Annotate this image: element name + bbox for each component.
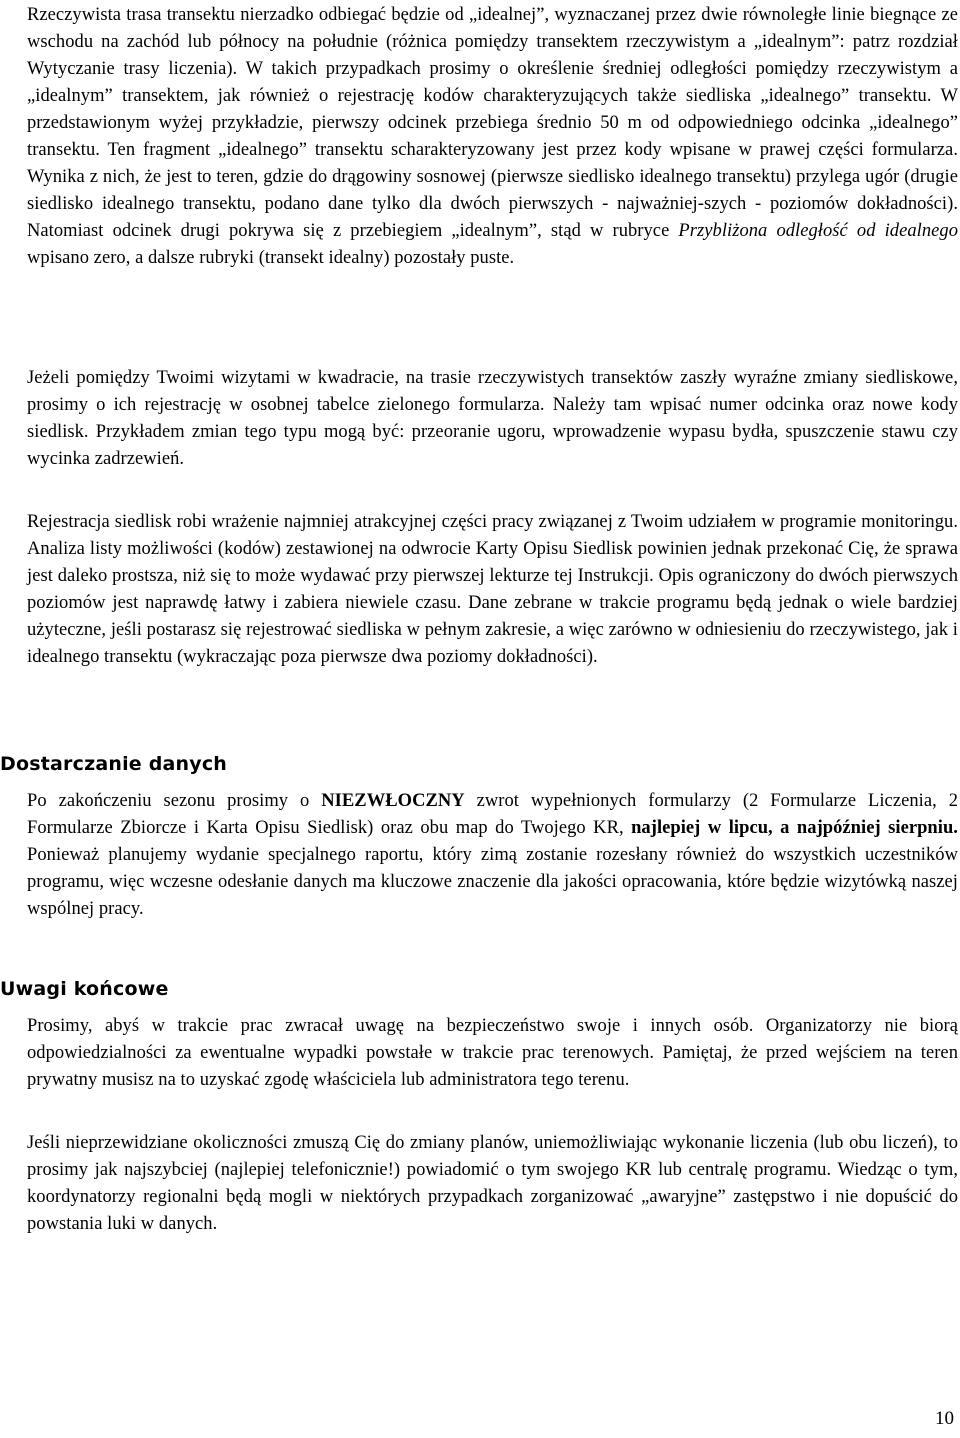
paragraph-safety: Prosimy, abyś w trakcie prac zwracał uwagę na bezpieczeństwo swoje i innych osób. Organizatorzy nie biorą odpowiedzialności za ewentualne wypadki powstałe w trakcie prac terenowych. Pamiętaj, że przed wejściem na teren prywatny musisz na to uzyskać zgodę właściciela lub administratora tego terenu. bbox=[27, 1016, 958, 1090]
paragraph-text: Ponieważ planujemy wydanie specjalnego raportu, który zimą zostanie rozesłany również do wszystkich uczestników programu, więc wczesne odesłanie danych ma kluczowe znaczenie dla jakości opracowania, które będzie wizytówką naszej wspólnej pracy. bbox=[27, 845, 958, 919]
page-number: 10 bbox=[935, 1408, 954, 1429]
bold-emphasis: NIEZWŁOCZNY bbox=[321, 791, 465, 811]
paragraph-data-delivery bbox=[27, 788, 958, 923]
italic-field-name: Przybliżona odległość od idealnego bbox=[678, 221, 958, 241]
paragraph-text: zwrot wypełnionych formularzy (2 Formularze Liczenia, 2 Formularze Zbiorcze i Karta Opisu Siedlisk) oraz obu map do Twojego KR, bbox=[27, 791, 958, 838]
paragraph-habitat-registration: Rejestracja siedlisk robi wrażenie najmniej atrakcyjnej części pracy związanej z Twoim udziałem w programie monitoringu. Analiza listy możliwości (kodów) zestawionej na odwrocie Karty Opisu Siedlisk powinien jednak przekonać Cię, że sprawa jest daleko prostsza, niż się to może wydawać przy pierwszej lekturze tej Instrukcji. Opis ograniczony do dwóch pierwszych poziomów jest naprawdę łatwy i zabiera niewiele czasu. Dane zebrane w trakcie programu będą jednak o wiele bardziej użyteczne, jeśli postarasz się rejestrować siedliska w pełnym zakresie, a więc zarówno w odniesieniu do rzeczywistego, jak i idealnego transektu (wykraczając poza pierwsze dwa poziomy dokładności). bbox=[27, 512, 958, 667]
paragraph-text: Rzeczywista trasa transektu nierzadko odbiegać będzie od „idealnej”, wyznaczanej przez dwie równoległe linie biegnące ze wschodu na zachód lub północy na południe (różnica pomiędzy transektem rzeczywistym a „idealnym”: patrz rozdział Wytyczanie trasy liczenia). W takich przypadkach prosimy o określenie średniej odległości pomiędzy rzeczywistym a „idealnym” transektem, jak również o rejestrację kodów charakteryzujących także siedliska „idealnego” transektu. W przedstawionym wyżej przykładzie, pierwszy odcinek przebiega średnio 50 m od odpowiedniego odcinka „idealnego” transektu. Ten fragment „idealnego” transektu scharakteryzowany jest przez kody wpisane w prawej części formularza. Wynika z nich, że jest to teren, gdzie do drągowiny sosnowej (pierwsze siedlisko idealnego transektu) przylega ugór (drugie siedlisko idealnego transektu, podano dane tylko dla dwóch pierwszych - najważniej-szych - poziomów dokładności). Natomiast odcinek drugi pokrywa się z przebiegiem „idealnym”, stąd w rubryce bbox=[27, 5, 958, 241]
heading-data-delivery: Dostarczanie danych bbox=[0, 753, 228, 775]
paragraph-text: Po zakończeniu sezonu prosimy o bbox=[27, 791, 322, 811]
paragraph-transect-route bbox=[27, 2, 958, 272]
bold-deadline: najlepiej w lipcu, a najpóźniej sierpniu. bbox=[631, 818, 958, 838]
paragraph-plan-changes: Jeśli nieprzewidziane okoliczności zmuszą Cię do zmiany planów, uniemożliwiając wykonanie liczenia (lub obu liczeń), to prosimy jak najszybciej (najlepiej telefonicznie!) powiadomić o tym swojego KR lub centralę programu. Wiedząc o tym, koordynatorzy regionalni będą mogli w niektórych przypadkach zorganizować „awaryjne” zastępstwo i nie dopuścić do powstania luki w danych. bbox=[27, 1133, 958, 1234]
paragraph-text: wpisano zero, a dalsze rubryki (transekt idealny) pozostały puste. bbox=[27, 248, 515, 268]
heading-final-notes: Uwagi końcowe bbox=[0, 978, 169, 1000]
paragraph-habitat-changes: Jeżeli pomiędzy Twoimi wizytami w kwadracie, na trasie rzeczywistych transektów zaszły wyraźne zmiany siedliskowe, prosimy o ich rejestrację w osobnej tabelce zielonego formularza. Należy tam wpisać numer odcinka oraz nowe kody siedlisk. Przykładem zmian tego typu mogą być: przeoranie ugoru, wprowadzenie wypasu bydła, spuszczenie stawu czy wycinka zadrzewień. bbox=[27, 368, 958, 469]
